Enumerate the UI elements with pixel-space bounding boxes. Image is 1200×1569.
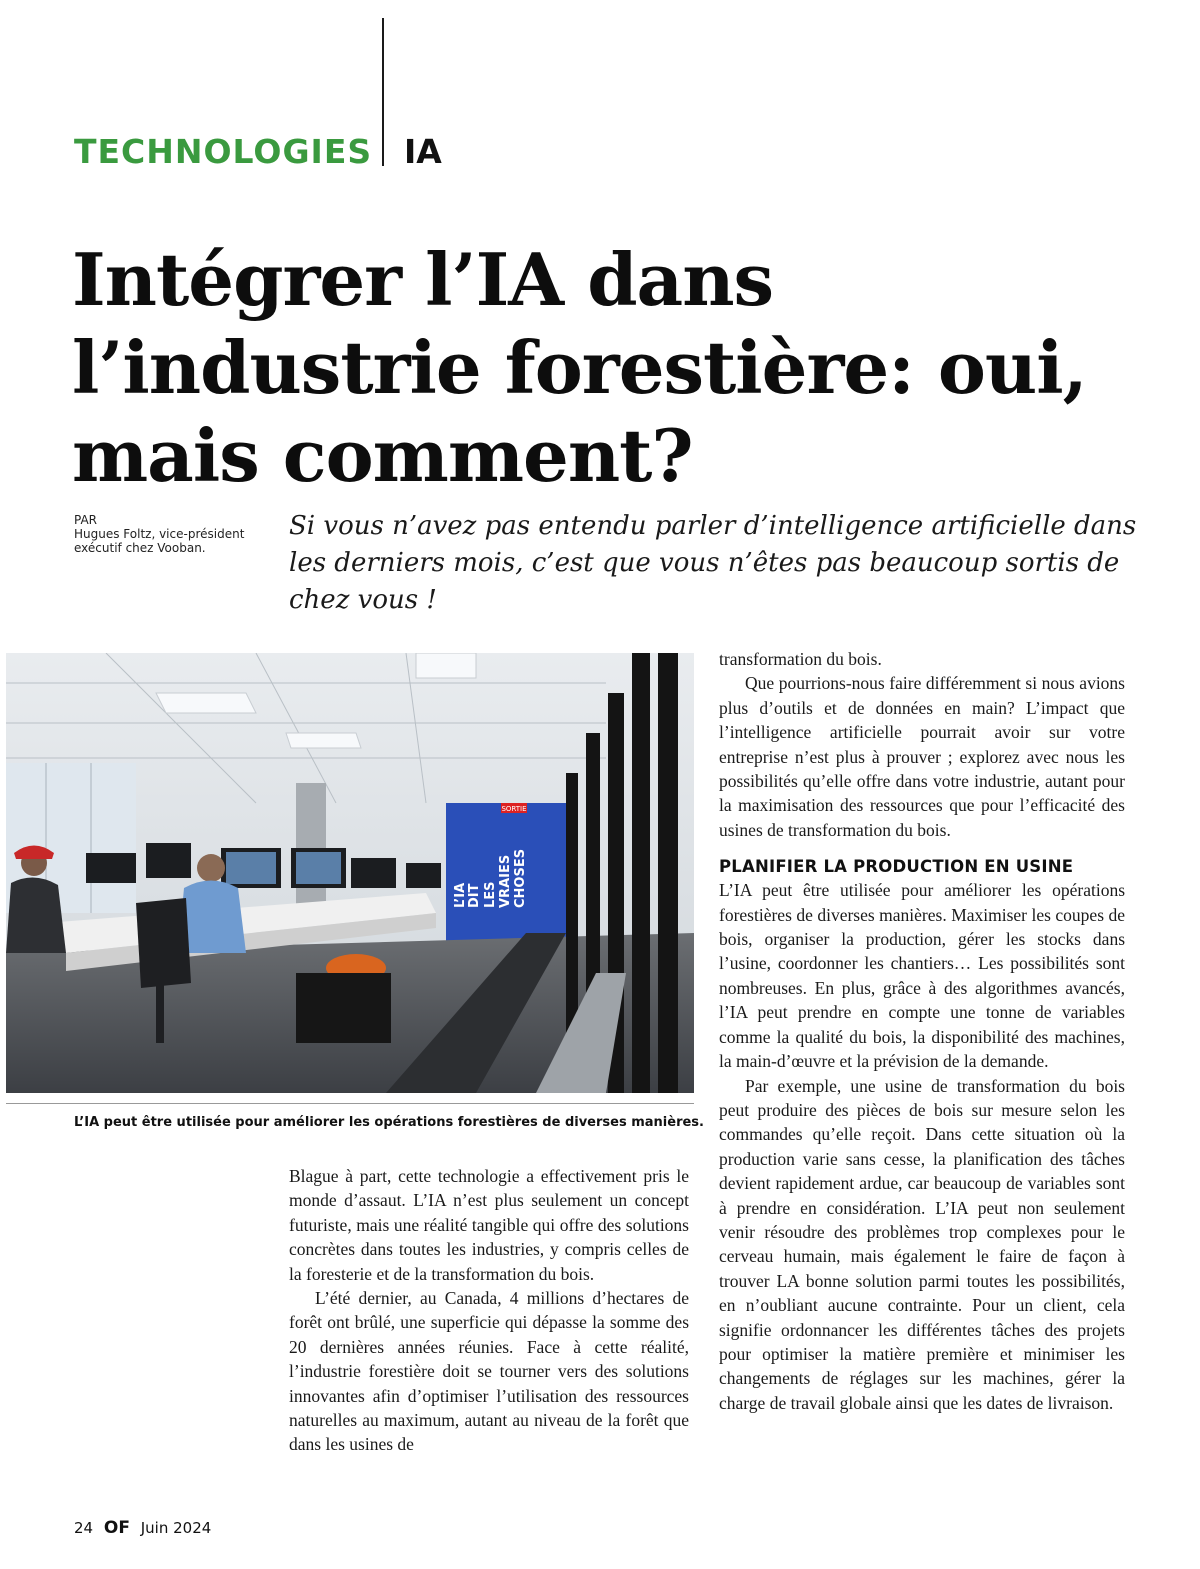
article-column-right — [719, 647, 1125, 1415]
byline-label: PAR — [74, 513, 98, 527]
page-number: 24 — [74, 1519, 94, 1537]
article-column-left — [289, 1164, 689, 1457]
wall-text-3: LES — [483, 881, 498, 908]
header-divider — [382, 18, 384, 166]
wall-text-2: DIT — [467, 883, 482, 908]
byline — [74, 513, 264, 555]
body-paragraph: L’été dernier, au Canada, 4 millions d’hectares de forêt ont brûlé, une superficie qui dépasse la somme des 20 dernières années réunies. Face à cette réalité, l’industrie forestière doit se tourner vers des solutions innovantes afin d’optimiser l’utilisation des ressources naturelles au maximum, autant au niveau de la forêt que dans les usines de — [289, 1288, 689, 1455]
subsection-label: IA — [404, 132, 442, 171]
body-paragraph: Par exemple, une usine de transformation du bois peut produire des pièces de bois sur mesure selon les commandes qu’elle reçoit. Dans cette situation où la production varie sans cesse, la planification des tâches devient rapidement ardue, car beaucoup de variables sont à prendre en considération. L’IA peut non seulement venir résoudre des problèmes trop complexes pour le cerveau humain, mais également le faire de façon à trouver LA bonne solution parmi toutes les possibilités, en n’oubliant aucune contrainte. Pour un client, cela signifie ordonnancer les différentes tâches des projets pour optimiser la matière première et minimiser les changements de réglages sur les machines, gérer la charge de travail globale ainsi que les dates de livraison. — [719, 1075, 1125, 1413]
issue-date: Juin 2024 — [140, 1519, 212, 1537]
caption-rule — [6, 1103, 694, 1104]
wall-text-5: CHOSES — [513, 848, 528, 908]
wall-text-4: VRAIES — [498, 854, 513, 908]
body-paragraph-continued: transformation du bois. — [719, 649, 882, 669]
magazine-name: OF — [103, 1518, 130, 1538]
page-footer — [74, 1518, 211, 1538]
section-subheading: PLANIFIER LA PRODUCTION EN USINE — [719, 857, 1074, 877]
body-paragraph: Que pourrions-nous faire différemment si nous avions plus d’outils et de données en main? L’impact que l’intelligence artificielle pourrait avoir sur votre entreprise n’est plus à prouver ; explorez avec nous les possibilités qu’elle offre dans votre industrie, autant pour la maximisation des ressources que pour l’efficacité des usines de transformation du bois. — [719, 673, 1125, 840]
author-role: exécutif chez Vooban. — [74, 541, 206, 555]
office-photo-illustration — [6, 653, 694, 1093]
body-paragraph: L’IA peut être utilisée pour améliorer les opérations forestières de diverses manières. Maximiser les coupes de bois, organiser la production, gérer les stocks dans l’usine, coordonner les chantiers… Les possibilités sont nombreuses. En plus, grâce à des algorithmes avancés, l’IA peut prendre en compte une tonne de variables comme la qualité du bois, la disponibilité des machines, la main-d’œuvre et la prévision de la demande. — [719, 880, 1125, 1072]
section-label: TECHNOLOGIES — [74, 132, 373, 171]
body-paragraph: Blague à part, cette technologie a effectivement pris le monde d’assaut. L’IA n’est plus seulement un concept futuriste, mais une réalité tangible qui offre des solutions concrètes dans toutes les industries, y compris celles de la foresterie et de la transformation du bois. — [289, 1166, 689, 1284]
wall-text-1: L’IA — [453, 882, 468, 908]
article-title: Intégrer l’IA dans l’industrie forestière: oui, mais comment? — [72, 237, 1087, 498]
article-photo — [6, 653, 694, 1093]
exit-sign-text: SORTIE — [501, 805, 527, 813]
article-lede: Si vous n’avez pas entendu parler d’intelligence artificielle dans les derniers mois, c’est que vous n’êtes pas beaucoup sortis de chez vous ! — [289, 511, 1137, 615]
photo-caption: L’IA peut être utilisée pour améliorer les opérations forestières de diverses manières. — [74, 1115, 704, 1130]
author-name: Hugues Foltz, vice-président — [74, 527, 245, 541]
